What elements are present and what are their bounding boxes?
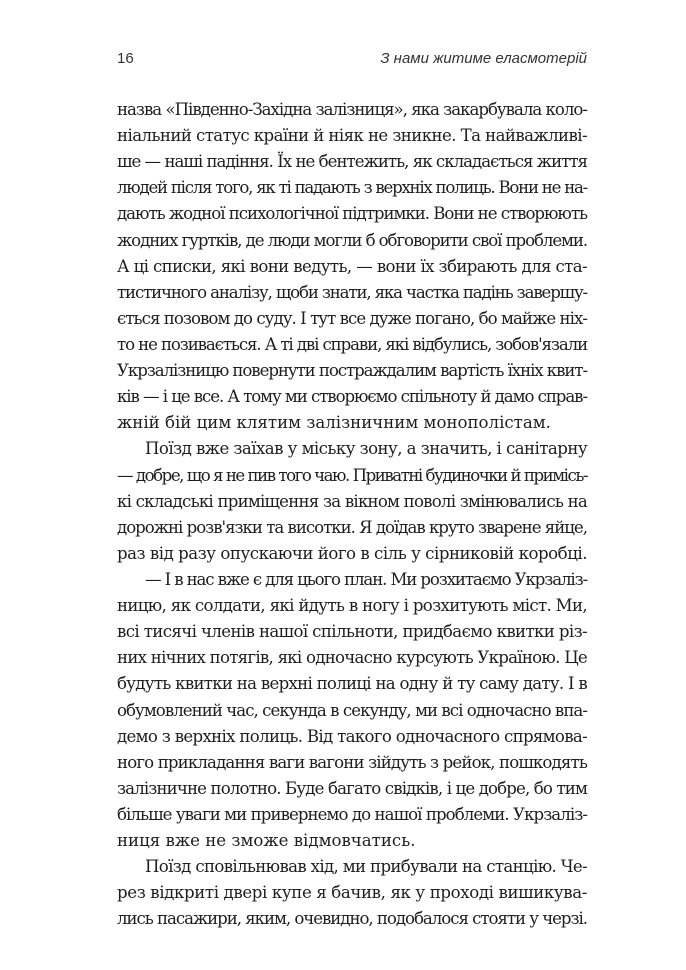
text-line: кі складські приміщення за вікном поволі змінювались на xyxy=(117,491,587,511)
text-line: ного прикладання ваги вагони зійдуть з рейок, пошкодять xyxy=(117,752,588,772)
text-line: ків — і це все. А тому ми створюємо спільноту й дамо справ- xyxy=(117,387,587,407)
text-line: дають жодної психологічної підтримки. Вони не створюють xyxy=(117,204,587,224)
text-line: жній бій цим клятим залізничним монополістам. xyxy=(117,413,551,433)
text-line: ніальний статус країни й ніяк не зникне. Та найважливі- xyxy=(117,126,587,146)
text-line: Поїзд сповільнював хід, ми прибували на станцію. Че- xyxy=(145,857,587,877)
text-line: дорожні розв'язки та висотки. Я доїдав круто зварене яйце, xyxy=(117,517,587,537)
text-line: ниця вже не зможе відмовчатись. xyxy=(117,831,416,851)
page-number: 16 xyxy=(117,50,134,67)
text-line: людей після того, як ті падають з верхніх полиць. Вони не на- xyxy=(117,178,587,198)
text-line: А ці списки, які вони ведуть, — вони їх збирають для ста- xyxy=(117,256,588,276)
text-line: рез відкриті двері купе я бачив, як у проході вишикува- xyxy=(117,883,587,903)
text-line: тистичного аналізу, щоби знати, яка частка падінь завершу- xyxy=(117,282,588,302)
text-line: — І в нас вже є для цього план. Ми розхитаємо Укрзаліз- xyxy=(145,569,587,589)
text-line: лись пасажири, яким, очевидно, подобалося стояти у черзі. xyxy=(117,909,587,929)
text-line: залізничне полотно. Буде багато свідків, і це добре, бо тим xyxy=(117,778,587,798)
text-line: обумовлений час, секунда в секунду, ми всі одночасно впа- xyxy=(117,700,587,720)
text-line: ше — наші падіння. Їх не бентежить, як складається життя xyxy=(117,152,588,172)
text-line: жодних гуртків, де люди могли б обговорити свої проблеми. xyxy=(117,230,588,250)
text-line: назва «Південно-Західна залізниця», яка закарбувала коло- xyxy=(117,100,587,119)
text-line: них нічних потягів, які одночасно курсують Україною. Це xyxy=(117,648,588,668)
text-line: то не позивається. А ті дві справи, які відбулись, зобов'язали xyxy=(117,334,588,354)
text-line: Поїзд вже заїхав у міську зону, а значить, і санітарну xyxy=(145,439,588,459)
text-line: раз від разу опускаючи його в сіль у сірниковій коробці. xyxy=(117,543,588,563)
page-header xyxy=(117,50,587,74)
text-line: всі тисячі членів нашої спільноти, придбаємо квитки різ- xyxy=(117,622,588,642)
running-head: З нами житиме еласмотерій xyxy=(380,50,587,67)
text-line: ється позовом до суду. І тут все дуже погано, бо майже ніх- xyxy=(117,308,587,328)
body-text xyxy=(117,97,587,933)
text-line: Укрзалізницю повернути постраждалим вартість їхніх квит- xyxy=(117,361,587,381)
text-line: більше уваги ми привернемо до нашої проблеми. Укрзаліз- xyxy=(117,804,588,824)
text-line: — добре, що я не пив того чаю. Приватні будиночки й примісь- xyxy=(117,465,588,485)
text-line: ницю, як солдати, які йдуть в ногу і розхитують міст. Ми, xyxy=(117,596,588,616)
text-line: демо з верхніх полиць. Від такого одночасного спрямова- xyxy=(117,726,588,746)
text-line: будуть квитки на верхні полиці на одну й ту саму дату. І в xyxy=(117,674,587,694)
